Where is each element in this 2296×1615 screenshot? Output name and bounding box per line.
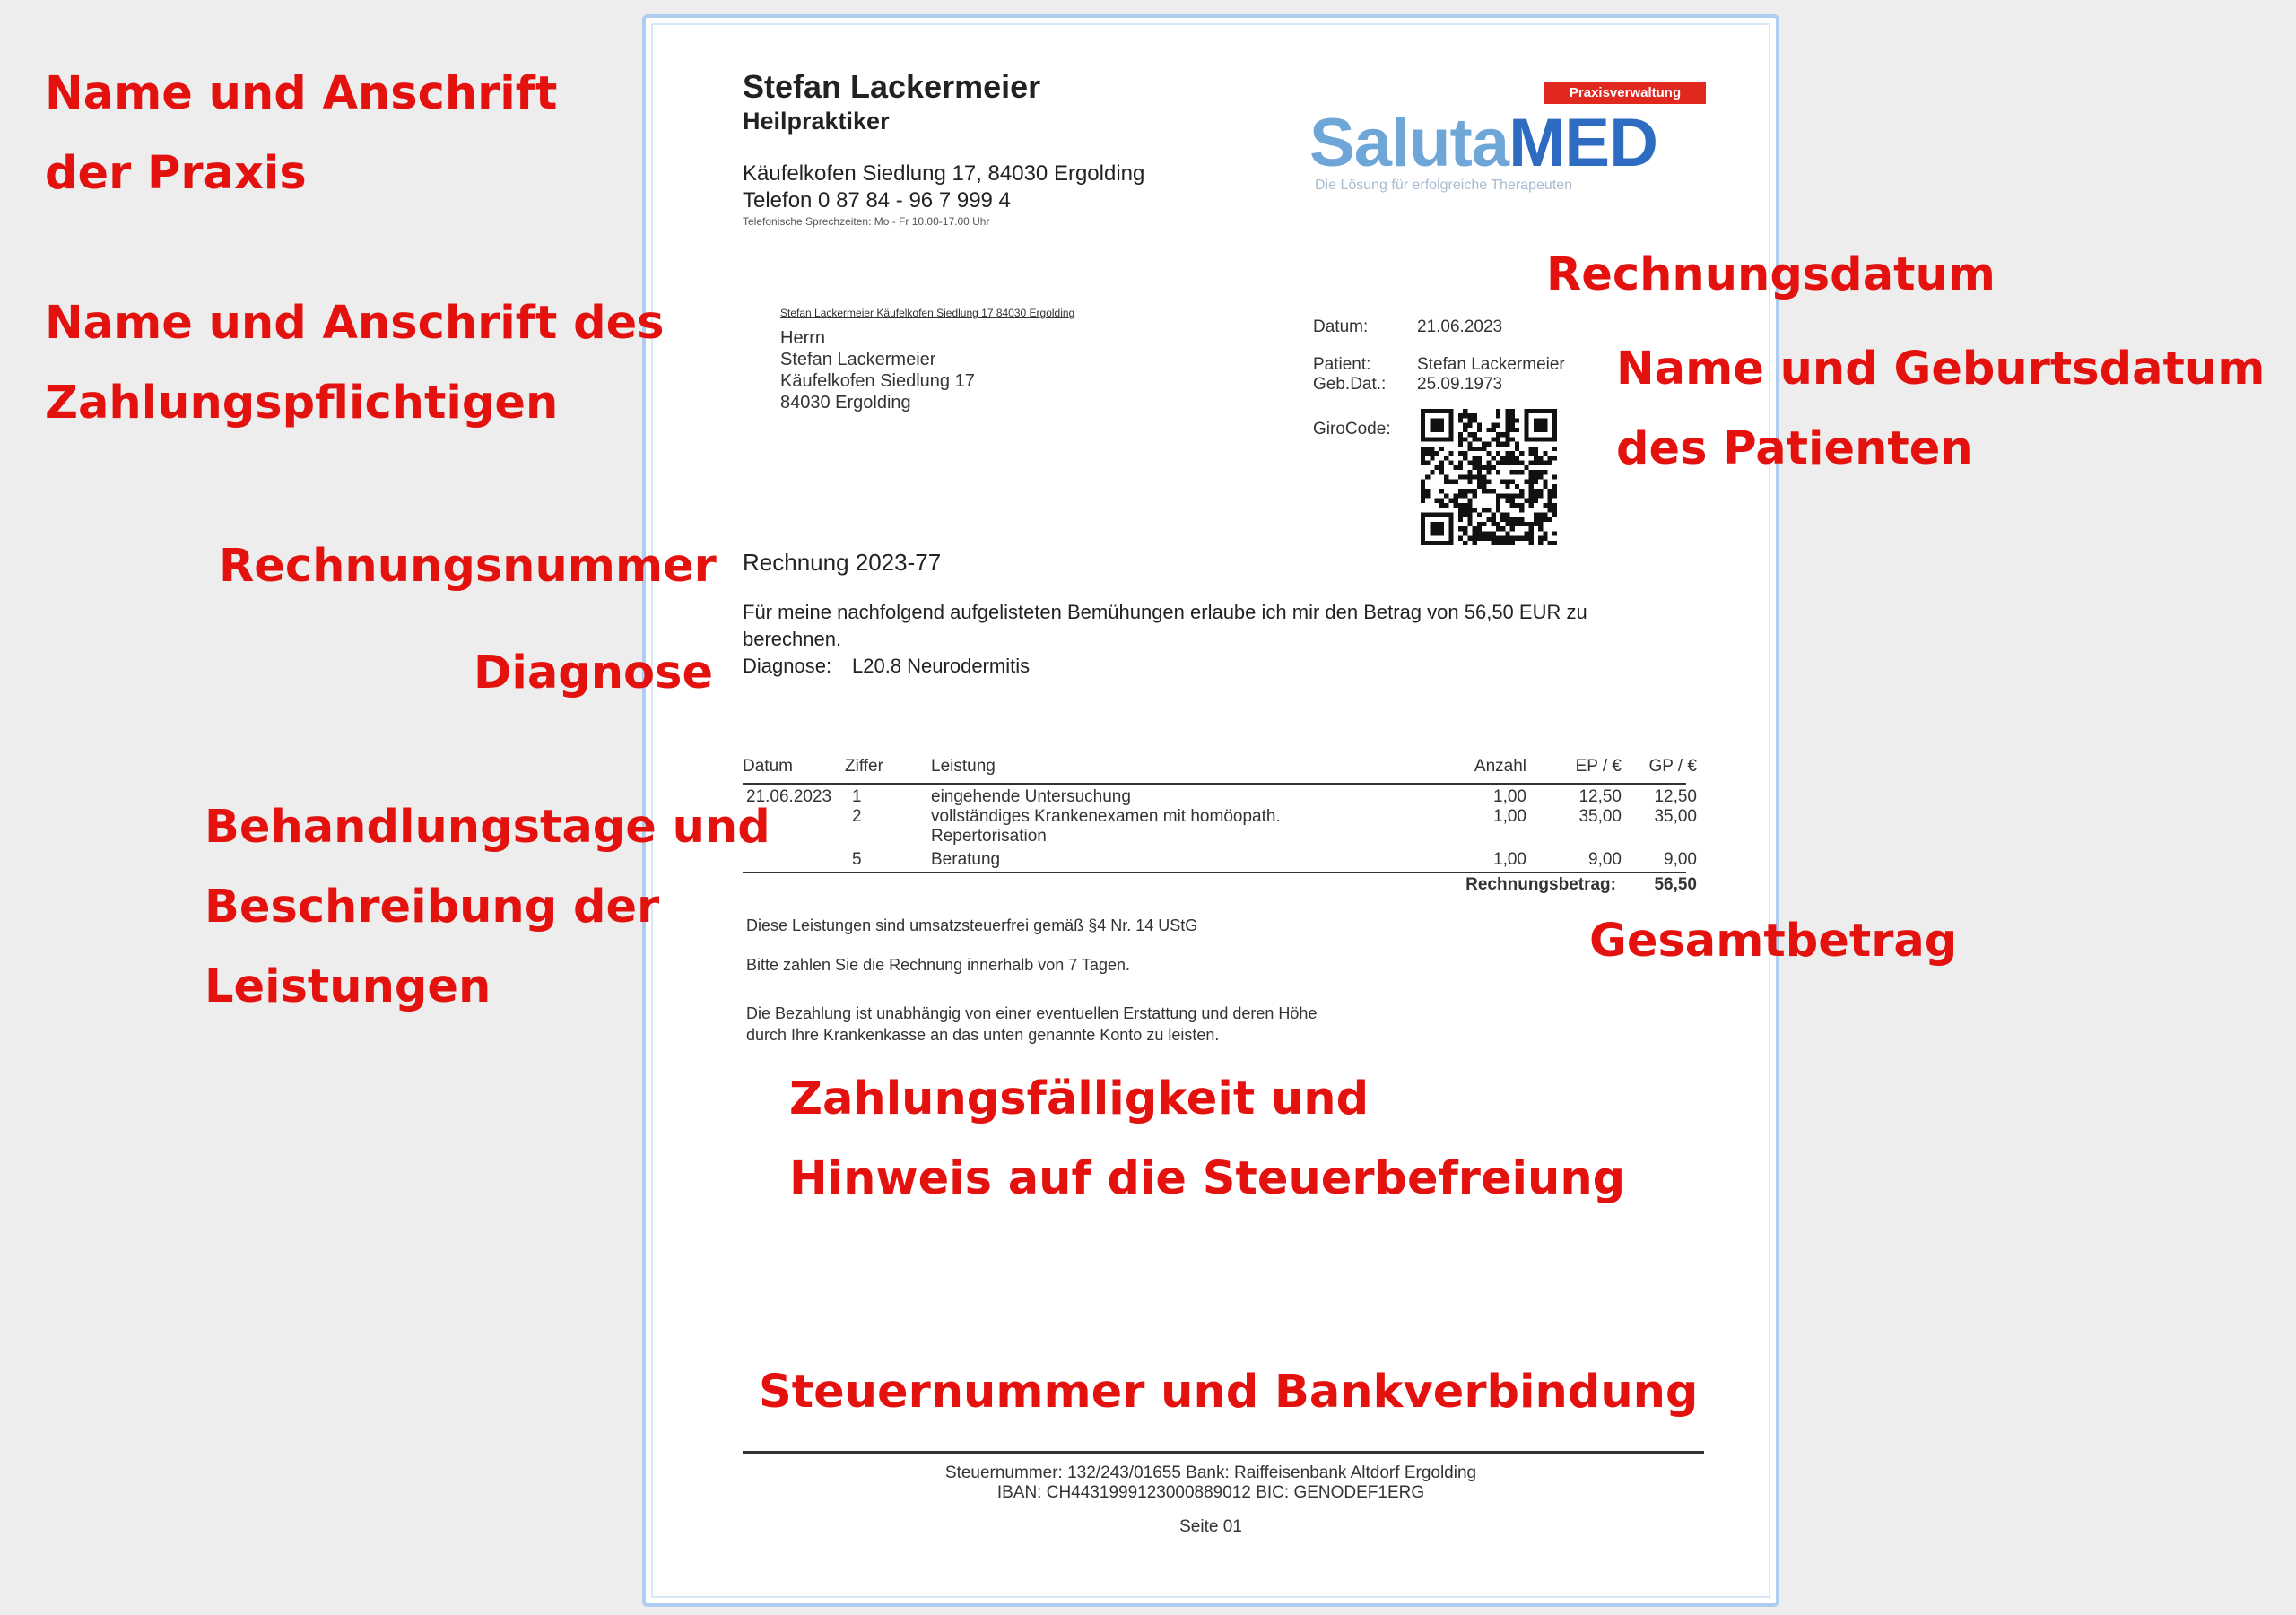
row2-code: 2 bbox=[852, 807, 862, 826]
invoice-intro-line1: Für meine nachfolgend aufgelisteten Bemühungen erlaube ich mir den Betrag von 56,50 EUR zu bbox=[743, 601, 1587, 623]
invoice-date: 21.06.2023 bbox=[1417, 317, 1503, 336]
annotation-rechnungsdatum: Rechnungsdatum bbox=[1546, 248, 1996, 301]
annotation-patient-line2: des Patienten bbox=[1616, 422, 1973, 475]
girocode-qr-icon bbox=[1421, 409, 1557, 545]
th-service: Leistung bbox=[931, 757, 996, 776]
salutamed-logo bbox=[1309, 104, 1657, 182]
row1-gp: 12,50 bbox=[1654, 787, 1697, 806]
annotation-patient-line1: Name und Geburtsdatum bbox=[1616, 343, 2266, 395]
logo-part2: MED bbox=[1509, 105, 1657, 181]
recipient-city: 84030 Ergolding bbox=[780, 393, 911, 412]
practice-name: Stefan Lackermeier bbox=[743, 68, 1041, 105]
diagnosis-value: L20.8 Neurodermitis bbox=[852, 655, 1031, 677]
row1-code: 1 bbox=[852, 787, 862, 806]
th-code: Ziffer bbox=[845, 757, 883, 776]
th-gp: GP / € bbox=[1648, 757, 1697, 776]
annotation-diagnose: Diagnose bbox=[474, 647, 714, 699]
annotation-praxis-line1: Name und Anschrift bbox=[45, 67, 558, 120]
recipient-salutation: Herrn bbox=[780, 328, 826, 348]
row1-qty: 1,00 bbox=[1493, 787, 1526, 806]
payment-note-line1: Die Bezahlung ist unabhängig von einer eventuellen Erstattung und deren Höhe bbox=[746, 1004, 1318, 1022]
annotation-rechnungsnummer: Rechnungsnummer bbox=[219, 540, 717, 593]
annotation-gesamtbetrag: Gesamtbetrag bbox=[1589, 915, 1958, 968]
row2-service: vollständiges Krankenexamen mit homöopath. bbox=[931, 807, 1281, 826]
row3-qty: 1,00 bbox=[1493, 850, 1526, 869]
practice-title: Heilpraktiker bbox=[743, 108, 890, 135]
dob-label: Geb.Dat.: bbox=[1313, 375, 1387, 394]
annotation-behandlung-line2: Beschreibung der bbox=[204, 881, 660, 933]
row1-service: eingehende Untersuchung bbox=[931, 787, 1131, 806]
row2-service-line2: Repertorisation bbox=[931, 827, 1047, 846]
logo-slogan: Die Lösung für erfolgreiche Therapeuten bbox=[1315, 178, 1572, 193]
date-label: Datum: bbox=[1313, 317, 1369, 336]
girocode-label: GiroCode: bbox=[1313, 420, 1391, 438]
logo-tag: Praxisverwaltung bbox=[1544, 82, 1706, 104]
recipient-name: Stefan Lackermeier bbox=[780, 350, 936, 369]
sender-line: Stefan Lackermeier Käufelkofen Siedlung 17 84030 Ergolding bbox=[780, 307, 1075, 319]
annotation-steuer: Steuernummer und Bankverbindung bbox=[759, 1366, 1699, 1419]
th-date: Datum bbox=[743, 757, 793, 776]
footer-tax-bank: Steuernummer: 132/243/01655 Bank: Raiffeisenbank Altdorf Ergolding bbox=[944, 1463, 1477, 1482]
invoice-intro-line2: berechnen. bbox=[743, 628, 842, 650]
row1-date: 21.06.2023 bbox=[746, 787, 832, 806]
table-total-rule bbox=[743, 872, 1686, 873]
payment-due-note: Bitte zahlen Sie die Rechnung innerhalb von 7 Tagen. bbox=[746, 956, 1130, 974]
invoice-number: Rechnung 2023-77 bbox=[743, 549, 942, 576]
th-qty: Anzahl bbox=[1474, 757, 1526, 776]
tax-exemption-note: Diese Leistungen sind umsatzsteuerfrei gemäß §4 Nr. 14 UStG bbox=[746, 916, 1198, 934]
footer-page: Seite 01 bbox=[1179, 1517, 1242, 1536]
annotation-zahlung-line2: Hinweis auf die Steuerbefreiung bbox=[789, 1152, 1626, 1205]
annotation-behandlung-line3: Leistungen bbox=[204, 960, 491, 1013]
patient-label: Patient: bbox=[1313, 355, 1371, 374]
footer-iban: IBAN: CH4431999123000889012 BIC: GENODEF1ERG bbox=[996, 1483, 1425, 1502]
patient-dob: 25.09.1973 bbox=[1417, 375, 1503, 394]
row2-gp: 35,00 bbox=[1654, 807, 1697, 826]
annotation-behandlung-line1: Behandlungstage und bbox=[204, 801, 770, 854]
row2-qty: 1,00 bbox=[1493, 807, 1526, 826]
total-label: Rechnungsbetrag: bbox=[1465, 875, 1616, 894]
row3-service: Beratung bbox=[931, 850, 1001, 869]
annotation-zahlung-line1: Zahlungsfälligkeit und bbox=[789, 1072, 1370, 1125]
diagnosis-label: Diagnose: bbox=[743, 655, 832, 677]
annotation-zahler-line2: Zahlungspflichtigen bbox=[45, 377, 559, 430]
row1-ep: 12,50 bbox=[1578, 787, 1622, 806]
footer-rule bbox=[743, 1451, 1704, 1454]
logo-part1: Saluta bbox=[1309, 105, 1509, 181]
patient-name: Stefan Lackermeier bbox=[1417, 355, 1565, 374]
payment-note-line2: durch Ihre Krankenkasse an das unten genannte Konto zu leisten. bbox=[746, 1026, 1220, 1044]
row2-ep: 35,00 bbox=[1578, 807, 1622, 826]
th-ep: EP / € bbox=[1575, 757, 1622, 776]
row3-gp: 9,00 bbox=[1664, 850, 1697, 869]
table-header-rule bbox=[743, 783, 1686, 785]
annotation-praxis-line2: der Praxis bbox=[45, 147, 307, 200]
practice-address: Käufelkofen Siedlung 17, 84030 Ergolding bbox=[743, 161, 1145, 186]
annotation-zahler-line1: Name und Anschrift des bbox=[45, 297, 665, 350]
practice-phone: Telefon 0 87 84 - 96 7 999 4 bbox=[743, 188, 1011, 213]
recipient-street: Käufelkofen Siedlung 17 bbox=[780, 371, 975, 391]
row3-ep: 9,00 bbox=[1588, 850, 1622, 869]
total-amount: 56,50 bbox=[1654, 875, 1697, 894]
practice-hours: Telefonische Sprechzeiten: Mo - Fr 10.00-17.00 Uhr bbox=[743, 215, 990, 228]
row3-code: 5 bbox=[852, 850, 862, 869]
